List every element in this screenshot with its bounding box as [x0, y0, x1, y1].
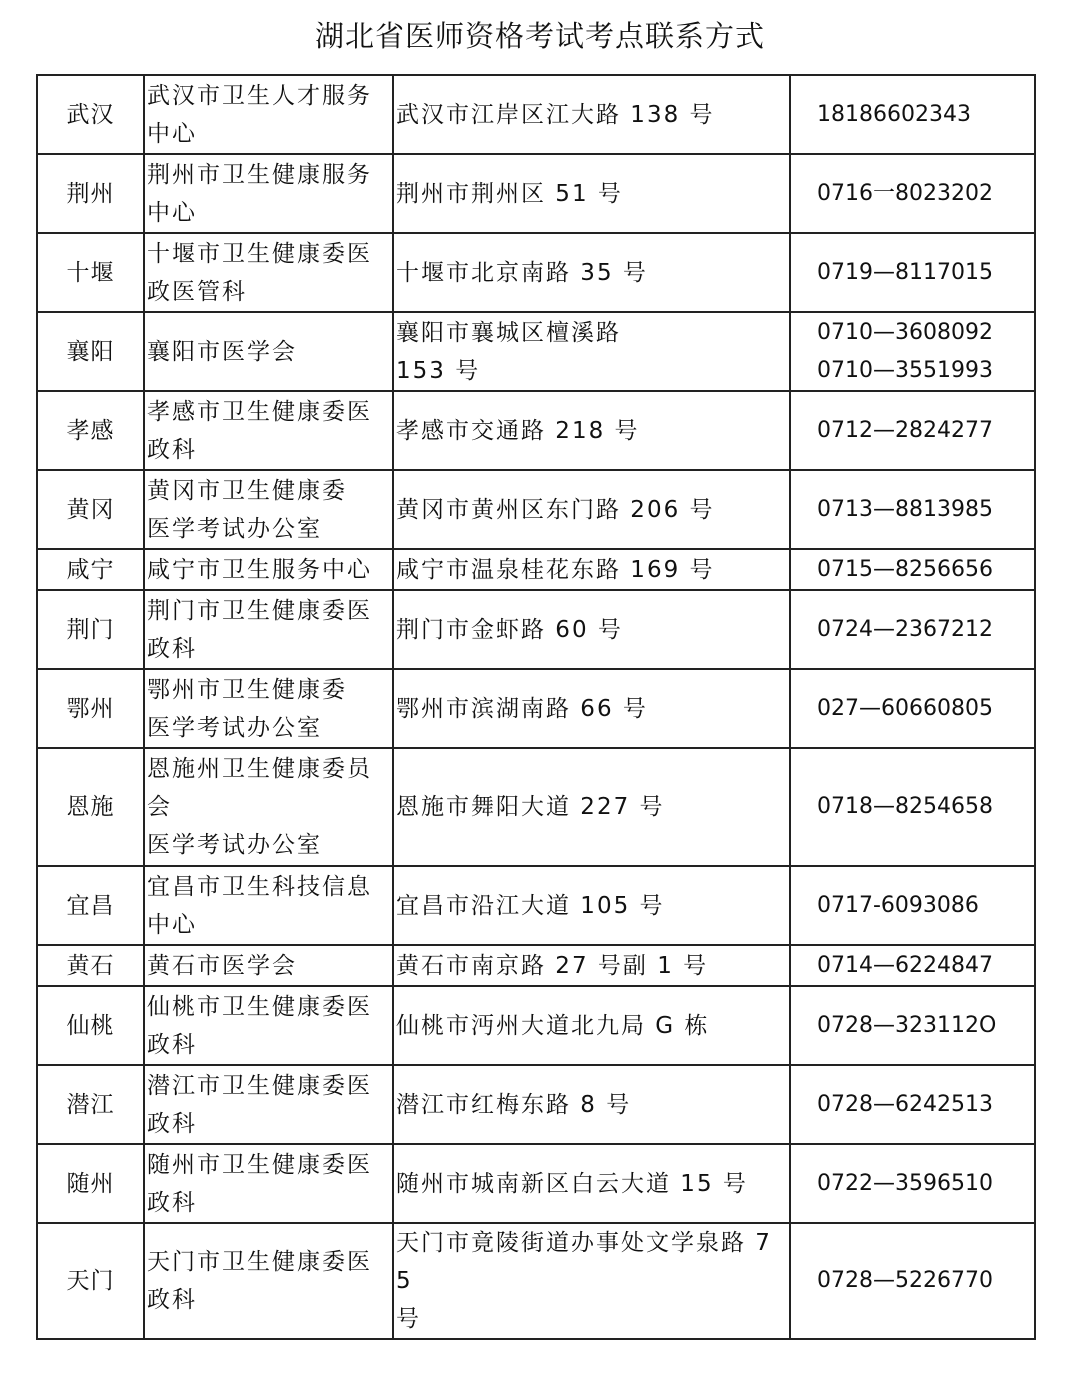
organization-cell	[144, 590, 393, 669]
organization-cell-line: 武汉市卫生人才服务	[147, 82, 372, 109]
address-cell-line: 鄂州市滨湖南路 66 号	[396, 695, 648, 722]
address-cell-line: 天门市竟陵街道办事处文学泉路 75	[396, 1230, 772, 1294]
organization-cell-line: 荆州市卫生健康服务	[147, 161, 372, 188]
phone-cell	[790, 945, 1035, 986]
organization-cell-line: 政科	[147, 436, 197, 463]
address-cell-line: 荆州市荆州区 51 号	[396, 180, 623, 207]
organization-cell-line: 天门市卫生健康委医	[147, 1249, 372, 1275]
city-cell: 鄂州	[37, 669, 144, 748]
phone-cell	[790, 470, 1035, 549]
phone-cell	[790, 549, 1035, 590]
address-cell	[393, 549, 790, 590]
organization-cell-line: 襄阳市医学会	[147, 338, 297, 365]
phone-cell	[790, 233, 1035, 312]
phone-cell	[790, 748, 1035, 866]
organization-cell-line: 鄂州市卫生健康委	[147, 676, 347, 703]
organization-cell	[144, 75, 393, 154]
table-row	[37, 945, 1035, 986]
address-cell	[393, 1065, 790, 1144]
organization-cell	[144, 866, 393, 945]
phone-cell-line: 0710—3551993	[817, 357, 993, 383]
city-cell: 仙桃	[37, 986, 144, 1065]
organization-cell	[144, 233, 393, 312]
organization-cell-line: 随州市卫生健康委医	[147, 1151, 372, 1178]
organization-cell	[144, 748, 393, 866]
organization-cell-line: 医学考试办公室	[147, 515, 322, 542]
city-cell: 天门	[37, 1223, 144, 1339]
organization-cell-line: 中心	[147, 120, 197, 147]
address-cell-line: 仙桃市沔州大道北九局 G 栋	[396, 1012, 710, 1039]
organization-cell-line: 黄石市医学会	[147, 952, 297, 979]
organization-cell-line: 政科	[147, 1110, 197, 1137]
phone-cell-line: 0712—2824277	[817, 417, 993, 443]
address-cell-line: 潜江市红梅东路 8 号	[396, 1091, 632, 1118]
address-cell-line: 随州市城南新区白云大道 15 号	[396, 1170, 748, 1197]
organization-cell	[144, 391, 393, 470]
organization-cell	[144, 1065, 393, 1144]
organization-cell-line: 中心	[147, 199, 197, 226]
phone-cell-line: 0728—323112O	[817, 1012, 997, 1038]
address-cell-line: 咸宁市温泉桂花东路 169 号	[396, 556, 715, 583]
phone-cell-line: 18186602343	[817, 101, 971, 127]
organization-cell-line: 荆门市卫生健康委医	[147, 597, 372, 624]
organization-cell-line: 政科	[147, 1287, 197, 1313]
phone-cell	[790, 590, 1035, 669]
address-cell-line: 武汉市江岸区江大路 138 号	[396, 101, 715, 128]
table-row	[37, 1223, 1035, 1339]
address-cell	[393, 669, 790, 748]
city-cell: 荆门	[37, 590, 144, 669]
table-row	[37, 1065, 1035, 1144]
phone-cell-line: 0715—8256656	[817, 556, 993, 582]
phone-cell-line: 027—60660805	[817, 695, 993, 721]
address-cell-line: 黄冈市黄州区东门路 206 号	[396, 496, 715, 523]
organization-cell	[144, 470, 393, 549]
table-row	[37, 590, 1035, 669]
address-cell-line: 宜昌市沿江大道 105 号	[396, 892, 665, 919]
phone-cell	[790, 1065, 1035, 1144]
phone-cell	[790, 154, 1035, 233]
address-cell	[393, 75, 790, 154]
phone-cell	[790, 1223, 1035, 1339]
address-cell	[393, 748, 790, 866]
organization-cell	[144, 1144, 393, 1223]
city-cell: 武汉	[37, 75, 144, 154]
organization-cell-line: 黄冈市卫生健康委	[147, 477, 347, 504]
table-row	[37, 391, 1035, 470]
city-cell: 襄阳	[37, 312, 144, 391]
table-row	[37, 866, 1035, 945]
phone-cell	[790, 669, 1035, 748]
address-cell-line: 恩施市舞阳大道 227 号	[396, 794, 665, 820]
table-row	[37, 312, 1035, 391]
phone-cell-line: 0728—6242513	[817, 1091, 993, 1117]
city-cell: 潜江	[37, 1065, 144, 1144]
address-cell-line: 黄石市南京路 27 号副 1 号	[396, 952, 709, 979]
organization-cell-line: 仙桃市卫生健康委医	[147, 993, 372, 1020]
address-cell-line: 孝感市交通路 218 号	[396, 417, 640, 444]
organization-cell-line: 政科	[147, 1189, 197, 1216]
phone-cell-line: 0717-6093086	[817, 892, 979, 918]
table-row	[37, 154, 1035, 233]
phone-cell-line: 0724—2367212	[817, 616, 993, 642]
table-row	[37, 470, 1035, 549]
address-cell	[393, 1144, 790, 1223]
city-cell: 咸宁	[37, 549, 144, 590]
address-cell	[393, 391, 790, 470]
table-row	[37, 986, 1035, 1065]
table-row	[37, 233, 1035, 312]
phone-cell	[790, 1144, 1035, 1223]
exam-site-contact-table	[36, 74, 1036, 1340]
phone-cell	[790, 986, 1035, 1065]
city-cell: 随州	[37, 1144, 144, 1223]
page-title: 湖北省医师资格考试考点联系方式	[314, 19, 765, 53]
city-cell: 黄石	[37, 945, 144, 986]
table-row	[37, 669, 1035, 748]
organization-cell-line: 医学考试办公室	[147, 832, 322, 858]
organization-cell-line: 孝感市卫生健康委医	[147, 398, 372, 425]
address-cell-line: 襄阳市襄城区檀溪路	[396, 319, 621, 346]
address-cell	[393, 945, 790, 986]
phone-cell-line: 0716一8023202	[817, 180, 993, 206]
address-cell	[393, 312, 790, 391]
organization-cell	[144, 986, 393, 1065]
address-cell	[393, 154, 790, 233]
organization-cell	[144, 312, 393, 391]
phone-cell-line: 0728—5226770	[817, 1268, 993, 1293]
phone-cell	[790, 75, 1035, 154]
organization-cell-line: 宜昌市卫生科技信息	[147, 873, 372, 900]
organization-cell	[144, 945, 393, 986]
address-cell	[393, 470, 790, 549]
city-cell: 宜昌	[37, 866, 144, 945]
organization-cell	[144, 669, 393, 748]
organization-cell-line: 中心	[147, 911, 197, 938]
organization-cell-line: 恩施州卫生健康委员	[147, 756, 372, 782]
organization-cell	[144, 1223, 393, 1339]
address-cell-line: 荆门市金虾路 60 号	[396, 616, 623, 643]
address-cell	[393, 590, 790, 669]
address-cell	[393, 986, 790, 1065]
organization-cell-line: 咸宁市卫生服务中心	[147, 556, 372, 583]
organization-cell-line: 会	[147, 794, 172, 820]
address-cell	[393, 233, 790, 312]
address-cell-line: 十堰市北京南路 35 号	[396, 259, 648, 286]
phone-cell-line: 0713—8813985	[817, 496, 993, 522]
organization-cell-line: 医学考试办公室	[147, 714, 322, 741]
city-cell: 黄冈	[37, 470, 144, 549]
phone-cell-line: 0714—6224847	[817, 952, 993, 978]
city-cell: 孝感	[37, 391, 144, 470]
city-cell: 荆州	[37, 154, 144, 233]
organization-cell-line: 政医管科	[147, 278, 247, 305]
phone-cell-line: 0718—8254658	[817, 794, 993, 819]
address-cell-line: 号	[396, 1306, 421, 1332]
address-cell-line: 153 号	[396, 357, 481, 384]
city-cell: 十堰	[37, 233, 144, 312]
address-cell	[393, 1223, 790, 1339]
organization-cell-line: 潜江市卫生健康委医	[147, 1072, 372, 1099]
organization-cell	[144, 154, 393, 233]
organization-cell-line: 政科	[147, 635, 197, 662]
city-cell: 恩施	[37, 748, 144, 866]
address-cell	[393, 866, 790, 945]
table-row	[37, 748, 1035, 866]
organization-cell-line: 十堰市卫生健康委医	[147, 240, 372, 267]
organization-cell	[144, 549, 393, 590]
table-row	[37, 549, 1035, 590]
phone-cell	[790, 866, 1035, 945]
phone-cell-line: 0719—8117015	[817, 259, 993, 285]
table-row	[37, 75, 1035, 154]
phone-cell-line: 0722—3596510	[817, 1170, 993, 1196]
phone-cell	[790, 312, 1035, 391]
table-row	[37, 1144, 1035, 1223]
organization-cell-line: 政科	[147, 1031, 197, 1058]
phone-cell-line: 0710—3608092	[817, 319, 993, 345]
phone-cell	[790, 391, 1035, 470]
